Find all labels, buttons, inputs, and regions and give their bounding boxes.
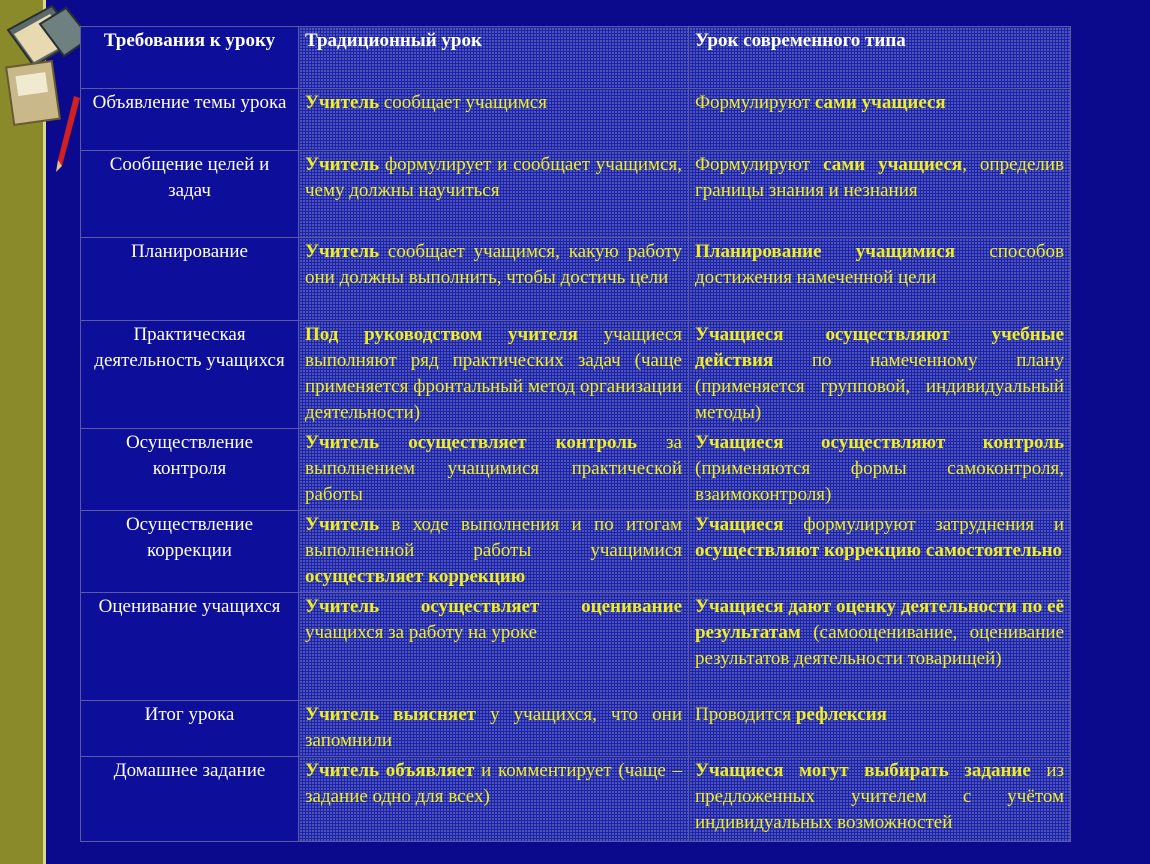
requirement-cell: Итог урока	[81, 701, 299, 757]
traditional-cell	[299, 511, 689, 593]
text-segment: из предложенных учителем с учётом индивидуальных возможностей	[695, 760, 1064, 833]
text-segment: учащихся за работу на уроке	[305, 622, 538, 643]
table-row	[81, 238, 1071, 321]
modern-cell	[689, 757, 1071, 842]
text-segment: формулирует и сообщает учащимся, чему должны научиться	[305, 154, 682, 201]
modern-cell	[689, 89, 1071, 151]
text-segment: формулируют затруднения и	[783, 514, 1064, 535]
bold-text: Учитель	[305, 241, 380, 262]
bold-text: Планирование учащимися	[695, 241, 956, 262]
text-segment: у учащихся, что они запомнили	[305, 704, 682, 751]
traditional-cell	[299, 757, 689, 842]
requirement-cell: Планирование	[81, 238, 299, 321]
modern-cell	[689, 511, 1071, 593]
requirement-cell: Оценивание учащихся	[81, 593, 299, 701]
table-row	[81, 757, 1071, 842]
bold-text: Учитель объявляет	[305, 760, 475, 781]
header-modern: Урок современного типа	[689, 27, 1071, 89]
header-row	[81, 27, 1071, 89]
traditional-cell	[299, 321, 689, 429]
traditional-cell	[299, 151, 689, 238]
text-segment: (применяются формы самоконтроля, взаимоконтроля)	[695, 458, 1064, 505]
traditional-cell	[299, 429, 689, 511]
text-segment: за выполнением учащимися практической работы	[305, 432, 682, 505]
bold-text: осуществляет коррекцию	[305, 566, 526, 587]
text-segment: Проводится	[695, 704, 796, 725]
bold-text: Учащиеся могут выбирать задание	[695, 760, 1031, 781]
requirement-cell: Осуществление коррекции	[81, 511, 299, 593]
comparison-table	[80, 26, 1071, 842]
modern-cell	[689, 593, 1071, 701]
bold-text: Под руководством учителя	[305, 324, 578, 345]
table-row	[81, 89, 1071, 151]
traditional-cell	[299, 238, 689, 321]
bold-text: сами учащиеся	[814, 92, 946, 113]
traditional-cell	[299, 89, 689, 151]
modern-cell	[689, 701, 1071, 757]
requirement-cell: Домашнее задание	[81, 757, 299, 842]
requirement-cell: Сообщение целей и задач	[81, 151, 299, 238]
bold-text: Учитель выясняет	[305, 704, 476, 725]
bold-text: Учащиеся дают оценку деятельности по её результатам	[695, 596, 1064, 643]
bold-text: Учащиеся	[695, 514, 784, 535]
text-segment: (самооценивание, оценивание результатов деятельности товарищей)	[695, 622, 1064, 669]
text-segment: учащиеся выполняют ряд практических задач (чаще применяется фронтальный метод организации деятельности)	[305, 324, 682, 423]
requirement-cell: Практическая деятельность учащихся	[81, 321, 299, 429]
bold-text: сами учащиеся	[823, 154, 963, 175]
bold-text: Учащиеся осуществляют учебные действия	[695, 324, 1064, 371]
table-row	[81, 593, 1071, 701]
table-row	[81, 511, 1071, 593]
modern-cell	[689, 429, 1071, 511]
table-row	[81, 151, 1071, 238]
table-row	[81, 429, 1071, 511]
requirement-cell: Объявление темы урока	[81, 89, 299, 151]
bold-text: Учащиеся осуществляют контроль	[695, 432, 1064, 453]
modern-cell	[689, 238, 1071, 321]
modern-cell	[689, 321, 1071, 429]
table-row	[81, 701, 1071, 757]
text-segment: в ходе выполнения и по итогам выполненной работы учащимися	[305, 514, 682, 561]
text-segment: сообщает учащимся	[379, 92, 547, 113]
header-traditional: Традиционный урок	[299, 27, 689, 89]
text-segment: Формулируют	[695, 154, 824, 175]
text-segment: Формулируют	[695, 92, 815, 113]
header-requirements: Требования к уроку	[81, 27, 299, 89]
bold-text: осуществляют коррекцию самостоятельно	[695, 540, 1063, 561]
traditional-cell	[299, 701, 689, 757]
modern-cell	[689, 151, 1071, 238]
text-segment: по намеченному плану (применяется групповой, индивидуальный методы)	[695, 350, 1064, 423]
bold-text: Учитель	[305, 154, 380, 175]
requirement-cell: Осуществление контроля	[81, 429, 299, 511]
bold-text: Учитель	[305, 514, 380, 535]
table-row	[81, 321, 1071, 429]
text-segment: и комментирует (чаще – задание одно для всех)	[305, 760, 682, 807]
text-segment: сообщает учащимся, какую работу они должны выполнить, чтобы достичь цели	[305, 241, 682, 288]
text-segment: способов достижения намеченной цели	[695, 241, 1064, 288]
bold-text: Учитель осуществляет оценивание	[305, 596, 682, 617]
text-segment: , определив границы знания и незнания	[695, 154, 1064, 201]
bold-text: Учитель	[305, 92, 380, 113]
traditional-cell	[299, 593, 689, 701]
bold-text: Учитель осуществляет контроль	[305, 432, 637, 453]
bold-text: рефлексия	[795, 704, 887, 725]
